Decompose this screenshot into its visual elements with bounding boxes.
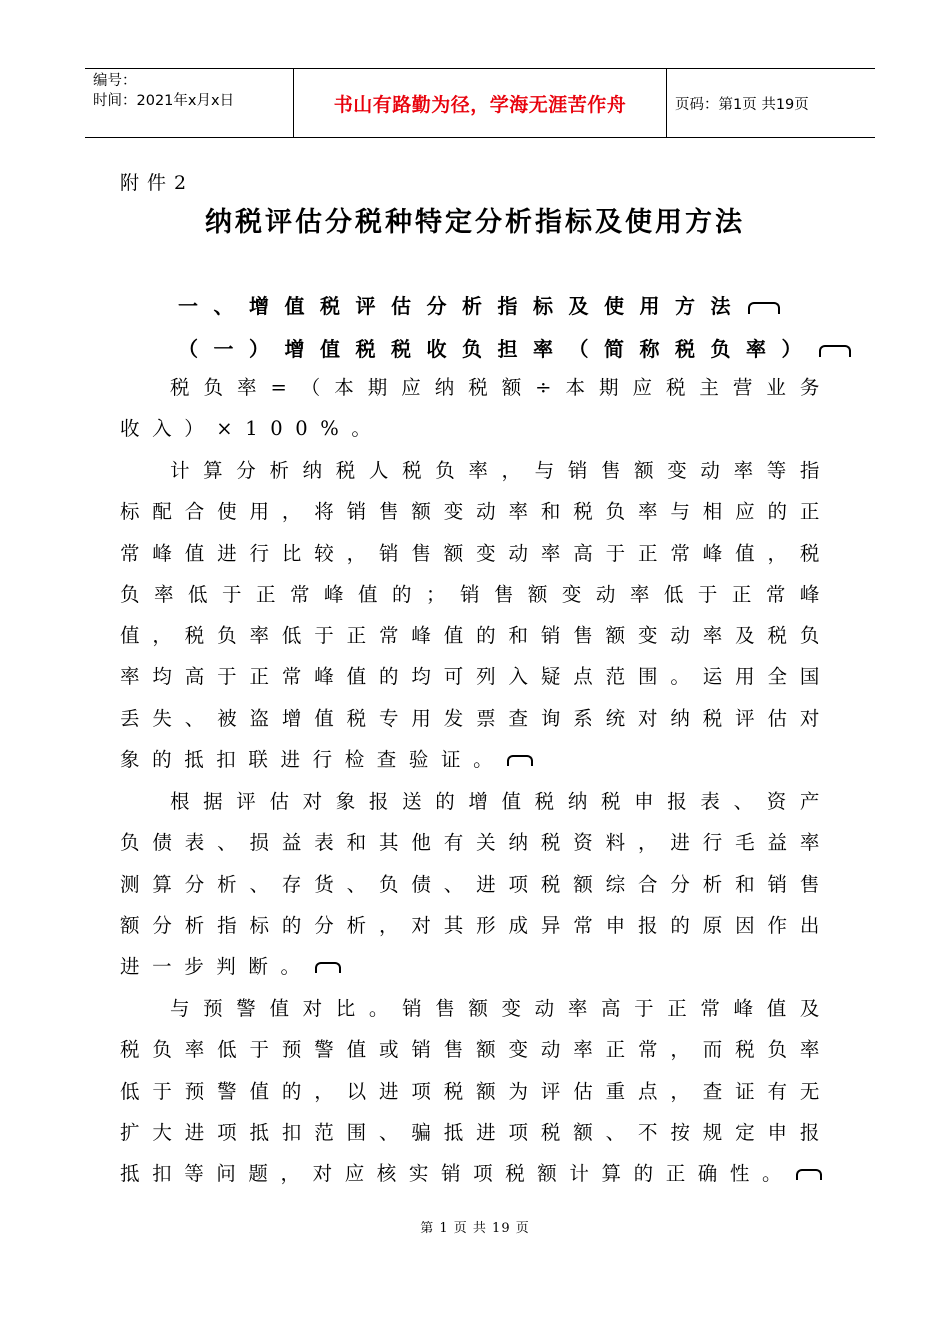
header-motto: 书山有路勤为径，学海无涯苦作舟 xyxy=(294,69,667,137)
paragraph-mark-icon xyxy=(315,962,341,973)
paragraph-assessment xyxy=(120,781,832,987)
paragraph-text: 税负率=（本期应纳税额÷本期应税主营业务收入）×100%。 xyxy=(120,376,832,441)
paragraph-warning-comparison xyxy=(120,988,832,1194)
paragraph-mark-icon xyxy=(507,755,533,766)
header-page-info: 页码：第1页 共19页 xyxy=(675,96,809,113)
paragraph-analysis xyxy=(120,450,832,780)
paragraph-formula xyxy=(120,367,832,450)
paragraph-mark-icon xyxy=(748,302,780,314)
section-heading-2-text: （一）增值税税收负担率（简称税负率） xyxy=(178,337,817,361)
paragraph-text: 计算分析纳税人税负率，与销售额变动率等指标配合使用，将销售额变动率和税负率与相应的正常峰值进行比较，销售额变动率高于正常峰值，税负率低于正常峰值的；销售额变动率低于正常峰值，税负率低于正常峰值的和销售额变动率及税负率均高于正常峰值的均可列入疑点范围。运用全国丢失、被盗增值税专用发票查询系统对纳税评估对象的抵扣联进行检查验证。 xyxy=(120,459,832,772)
section-heading-2 xyxy=(178,333,851,362)
document-number-label: 编号： xyxy=(93,73,137,89)
page-footer: 第 1 页 共 19 页 xyxy=(420,1221,530,1236)
attachment-label: 附件2 xyxy=(120,172,195,194)
paragraph-text: 根据评估对象报送的增值税纳税申报表、资产负债表、损益表和其他有关纳税资料，进行毛益率测算分析、存货、负债、进项税额综合分析和销售额分析指标的分析，对其形成异常申报的原因作出进一步判断。 xyxy=(120,790,832,979)
document-header xyxy=(85,68,875,138)
section-heading-1-text: 一、增值税评估分析指标及使用方法 xyxy=(178,294,746,318)
document-time-label: 时间：2021年x月x日 xyxy=(93,93,235,109)
paragraph-mark-icon xyxy=(796,1169,822,1180)
paragraph-mark-icon xyxy=(819,345,851,357)
section-heading-1 xyxy=(178,290,780,319)
paragraph-text: 与预警值对比。销售额变动率高于正常峰值及税负率低于预警值或销售额变动率正常，而税负率低于预警值的，以进项税额为评估重点，查证有无扩大进项抵扣范围、骗抵进项税额、不按规定申报抵扣等问题，对应核实销项税额计算的正确性。 xyxy=(120,997,832,1186)
header-meta xyxy=(85,69,294,137)
document-title: 纳税评估分税种特定分析指标及使用方法 xyxy=(205,207,745,238)
